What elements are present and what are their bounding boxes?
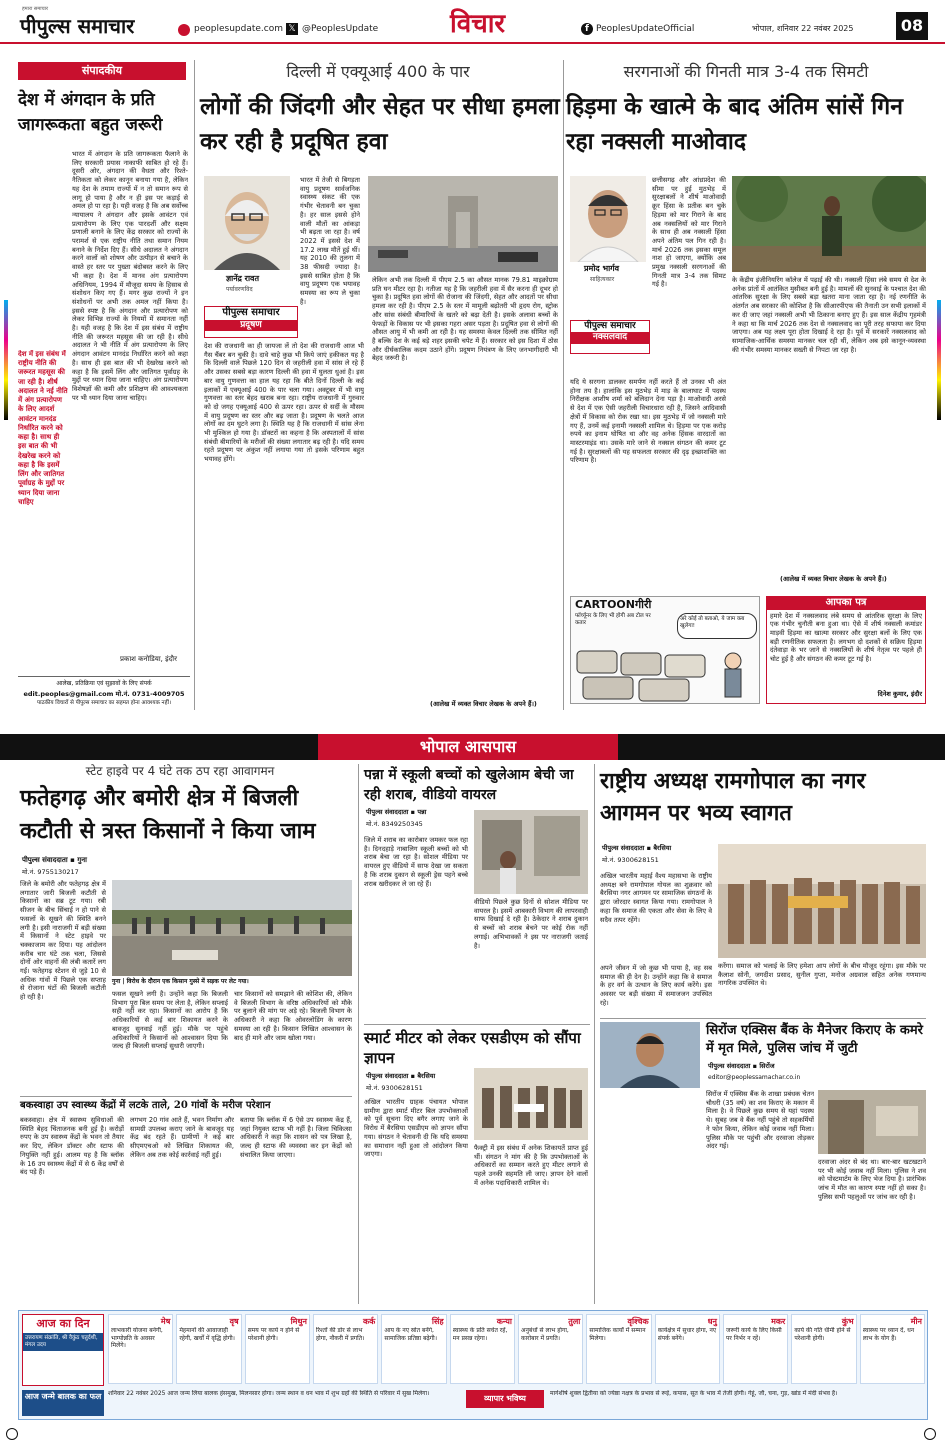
color-bar — [937, 300, 941, 420]
naxal-jungle-photo — [732, 176, 926, 272]
zodiac-prediction: समय पर कार्य न होने से परेशानी होगी। — [247, 1327, 300, 1342]
zodiac-cell — [245, 1314, 310, 1384]
zodiac-cell — [313, 1314, 378, 1384]
zodiac-cell — [655, 1314, 720, 1384]
liquor-dateline: पीपुल्स संवाददाता ▪ पन्ना — [366, 808, 427, 816]
zodiac-prediction: सामाजिक कार्यों में सम्मान मिलेगा। — [589, 1327, 646, 1342]
globe-icon — [178, 24, 190, 36]
farmers-mobile: मो.नं. 9755130217 — [22, 868, 79, 876]
zodiac-sign-name: मकर — [771, 1317, 786, 1326]
aaj-ka-din-label: आज का दिन — [36, 1317, 90, 1330]
zodiac-prediction: मेहमानों की आवाजाही रहेगी, खर्चों में वृद्धि होगी। — [179, 1327, 235, 1342]
letters-box — [766, 596, 926, 704]
bank-email: editor@peoplessamachar.co.in — [708, 1074, 801, 1081]
facebook-handle[interactable]: PeoplesUpdateOfficial — [596, 24, 695, 34]
cartoon-drawing — [573, 641, 759, 703]
meter-headline: स्मार्ट मीटर को लेकर एसडीएम को सौंपा ज्ञापन — [364, 1029, 581, 1068]
dateline-reporter: पीपुल्स संवाददाता — [602, 844, 645, 852]
column-rule — [563, 60, 564, 710]
logo-tagline: हमारा समाचार — [22, 6, 49, 12]
editorial-pullquote: देश में इस संबंध में राष्ट्रीय नीति की जरूरत महसूस की जा रही है। शीर्ष अदालत ने नई नीति में अंग प्रत्यारोपण के लिए आदर्श आवंटन मानदंड निर्धारित करने को कहा है। साथ ही इस बात की भी देखरेख करने को कहा है कि इसमें लिंग और जातिगत पूर्वाग्रह के मुद्दों पर ध्यान दिया जाना चाहिए — [18, 350, 68, 506]
tag-logo: पीपुल्स समाचार — [222, 307, 280, 318]
zodiac-prediction: जरूरी कार्य के लिए किसी पर निर्भर न रहें। — [726, 1327, 782, 1342]
meter-col-1: अखिल भारतीय ग्राहक पंचायत भोपाल ग्रामीण द्वारा स्मार्ट मीटर बिल उपभोक्ताओं को पूर्व सूचना दिए बगैर लगाए जाने के विरोध में बैरसिया एसडीएम को ज्ञापन सौंपा गया। संगठन ने चेतावनी दी कि यदि समस्या का समाधान नहीं हुआ तो आंदोलन किया जाएगा। — [364, 1098, 468, 1159]
masthead — [0, 0, 945, 44]
zodiac-sign-name: कन्या — [496, 1317, 512, 1326]
dateline-place: पन्ना — [417, 808, 427, 816]
delhi-col-1: भारत में तेजी से बिगड़ता वायु प्रदूषण सार्वजनिक स्वास्थ्य संकट की एक गंभीर चेतावनी बन चुका है। हर साल इससे होने वाली मौतों का आंकड़ा भी बढ़ता जा रहा है। वर्ष 2022 में इससे देश में 17.2 लाख मौतें हुई थीं। यह 2010 की तुलना में 38 फीसदी ज्यादा है। इससे साबित होता है कि वायु प्रदूषण एक भयावह समस्या का रूप ले चुका है। — [300, 176, 360, 306]
author-photo-rawat — [204, 176, 290, 270]
vyapar-text: मार्गशीर्ष शुक्ल द्वितीया को ज्येष्ठा नक्षत्र के प्रभाव से रूई, कपास, सूत के भाव में तेजी होगी। गेहूं, जौ, चना, गुड़, खांड में मंदी संभव है। — [550, 1390, 838, 1397]
zodiac-sign-name: मिथुन — [290, 1317, 307, 1326]
zodiac-sign-name: सिंह — [431, 1317, 444, 1326]
delhi-headline: लोगों की जिंदगी और सेहत पर सीधा हमला कर रही है प्रदूषित हवा — [200, 93, 560, 155]
zodiac-sign-name: वृष — [229, 1317, 239, 1326]
tag-label: प्रदूषण — [205, 320, 297, 331]
cartoon-label: CARTOONगीरी — [575, 598, 652, 611]
zodiac-cell — [860, 1314, 925, 1384]
section-band-title: भोपाल आसपास — [318, 734, 618, 760]
bank-col-2: दरवाजा अंदर से बंद था। बार-बार खटखटाने पर भी कोई जवाब नहीं मिला। पुलिस ने शव को पोस्टमार्टम के लिए भेज दिया है। प्रारंभिक जांच में मौत का कारण स्पष्ट नहीं हो सका है। पुलिस सभी पहलुओं पर जांच कर रही है। — [818, 1158, 926, 1201]
naxal-topic-tag — [570, 320, 650, 354]
divider — [364, 1024, 590, 1025]
tag-label: नक्सलवाद — [571, 332, 649, 343]
zodiac-cell — [176, 1314, 241, 1384]
zodiac-prediction: स्वास्थ्य के प्रति सचेत रहें, मन प्रसन्न रहेगा। — [452, 1327, 508, 1342]
contact-line-3: पाठकीय विचारों से पीपुल्स समाचार का सहमत होना आवश्यक नहीं। — [36, 700, 172, 706]
health-headline: बकस्वाहा उप स्वास्थ्य केंद्रों में लटके ताले, 20 गांवों के मरीज परेशान — [20, 1100, 271, 1111]
zodiac-grid — [108, 1314, 928, 1384]
cartoon-speech-bubble: अरे कोई तो बताओ, ये जाम कब खुलेगा! — [677, 613, 757, 639]
delhi-author-role: पर्यावरणविद — [226, 286, 253, 293]
dateline-reporter: पीपुल्स संवाददाता — [366, 1072, 409, 1080]
editorial-body: भारत में अंगदान के प्रति जागरूकता फैलाने के लिए सरकारी प्रयास नाकाफी साबित हो रहे हैं। दूसरी ओर, अंगदान की वैधता और रिश्ते-नैतिकता को लेकर कानून बनाया गया है, लेकिन यह देश के तमाम राज्यों में न तो समान रूप से लागू हो पाया है और न ही इस पर कड़ाई से अमल हो पा रहा है। यही वजह है कि अब सर्वोच्च न्यायालय ने अंगदान और इसके आवंटन एवं प्रत्यारोपण के लिए एक पारदर्शी और सक्षम प्रणाली बनाने के लिए केंद्र सरकार को राज्यों के परामर्श से एक राष्ट्रीय नीति तथा समान नियम बनाने के निर्देश दिए हैं। सीधे अदालत ने अंगदान करने वालों को शोषण और उत्पीड़न से बचाने के वास्ते हर स्तर पर पुख्ता बंदोबस्त करने के लिए भी कहा है। देश में मानव अंग प्रत्यारोपण अधिनियम, 1994 में मौजूदा समय के हिसाब से संशोधन किए गए हैं। मगर कुछ राज्यों ने इन संशोधनों पर अभी तक अमल नहीं किया है। इससे स्पष्ट है कि अंगदान और प्रत्यारोपण को लेकर विभिन्न राज्यों के नियमों में समानता नहीं है। यही वजह है कि देश में इस संबंध में राष्ट्रीय नीति की जरूरत महसूस की जा रही है। सीधे अदालत ने भी नीति में अंग प्रत्यारोपण के लिए अंगदान आवंटन मानदंड निर्धारित करने को कहा है। साथ ही इस बात की भी देखरेख करने को कहा है कि इसमें लिंग और जातिगत पूर्वाग्रह के मुद्दों पर ध्यान दिया जाना चाहिए। अंग प्रत्यारोपण विशेषज्ञों की कमी और प्रशिक्षण की आवश्यकता पर भी ध्यान दिया जाना चाहिए। — [72, 150, 188, 402]
letter-credit: प्रकाश कनोडिया, इंदौर — [120, 655, 177, 663]
dateline-place: गुना — [77, 856, 87, 864]
letters-label: आपका पत्र — [767, 597, 925, 610]
delhi-kicker: दिल्ली में एक्यूआई 400 के पार — [286, 62, 470, 81]
facebook-icon: f — [581, 23, 593, 35]
color-bar — [4, 300, 8, 420]
health-col-3: बताया कि ब्लॉक में 6 ऐसे उप स्वास्थ्य केंद्र हैं, जहां नियुक्त स्टाफ भी नहीं है। जिला चिकित्सा अधिकारी ने कहा कि शासन को पत्र लिखा है, जल्द ही स्टाफ की व्यवस्था कर इन केंद्रों को संचालित किया जाएगा। — [240, 1116, 352, 1159]
zodiac-cell — [518, 1314, 583, 1384]
naxal-col-right: के केंद्रीय इंजीनियरिंग कॉलेज में पढ़ाई की थी। नक्सली हिंसा लंबे समय से देश के अनेक प्रांतों में आतंकित मुसीबत बनी हुई है। मामलों की सुनवाई के पश्चात देश की आंतरिक सुरक्षा के लिए सबसे बड़ा खतरा माना जाता रहा है। नई रणनीति के अंतर्गत अब सरकार की कोशिश है कि सीआरपीएफ की तैनाती उन सभी इलाकों में कर दी जाए जहां नक्सली अभी भी ठिकाना बनाए हुए हैं। इस साल केंद्रीय गृहमंत्री ने कहा था कि मार्च 2026 तक देश से नक्सलवाद का पूरी तरह सफाया कर दिया जाएगा। अब यह लक्ष्य पूरा होता दिखाई दे रहा है। पूर्व में सरकारें नक्सलवाद को सामाजिक-आर्थिक समस्या मानकर चल रही थीं, लेकिन अब इसे कानून-व्यवस्था की गंभीर समस्या मानकर सख्ती से निपटा जा रहा है। — [732, 276, 926, 354]
liquor-headline: पन्ना में स्कूली बच्चों को खुलेआम बेची जा रही शराब, वीडियो वायरल — [364, 767, 574, 803]
cartoon-caption-left: फॉर्च्यूनर के लिए भी होगी अब टोल पर कतार — [575, 613, 651, 626]
divider — [600, 1018, 926, 1019]
zodiac-cell — [108, 1314, 173, 1384]
naxal-author: प्रमोद भार्गव — [584, 264, 620, 273]
zodiac-sign-name: तुला — [568, 1317, 581, 1326]
dateline-place: सिरोंज — [759, 1062, 775, 1070]
festival-note: उत्तरायण संक्रांति, श्री वैकुंठ चतुर्दशी, मंगल उदय — [23, 1333, 103, 1351]
welcome-col-right: करेंगा। समाज को भलाई के लिए हमेशा आप लोगों के बीच मौजूद रहूंगा। इस मौके पर कैलाश सोनी, जगदीश प्रसाद, सुनील गुप्ता, मनोज अग्रवाल सहित अनेक गणमान्य नागरिक उपस्थित थे। — [718, 962, 926, 988]
naxal-headline: हिड़मा के खात्मे के बाद अंतिम सांसें गिन रहा नक्सली माओवाद — [566, 93, 903, 155]
column-rule — [358, 764, 359, 1304]
website-link[interactable]: peoplesupdate.com — [194, 24, 283, 34]
divider — [18, 676, 190, 677]
dateline-place: बैरसिया — [653, 844, 672, 852]
vyapar-label: व्यापार भविष्य — [466, 1390, 544, 1408]
zodiac-cell — [450, 1314, 515, 1384]
farmers-kicker: स्टेट हाइवे पर 4 घंटे तक ठप रहा आवागमन — [85, 764, 275, 778]
welcome-photo — [718, 844, 926, 958]
aaj-ka-din-box — [22, 1314, 104, 1386]
birthday-label: आज जन्मे बालक का फल — [22, 1390, 104, 1416]
bank-dateline: पीपुल्स संवाददाता ▪ सिरोंज — [708, 1062, 775, 1070]
welcome-col-1: अखिल भारतीय महाई वैश्य महासभा के राष्ट्रीय अध्यक्ष बने रामगोपाल गोयल का शुक्रवार को बैरसिया नगर आगमन पर सामाजिक संगठनों के द्वारा जोरदार स्वागत किया गया। रामगोपाल ने कहा कि समाज की एकता और सेवा के लिए वे सदैव तत्पर रहेंगे। — [600, 872, 712, 924]
meter-mobile: मो.नं. 9300628151 — [366, 1084, 423, 1092]
zodiac-prediction: कार्यक्षेत्र में सुधार होगा, नए संपर्क बनेंगे। — [657, 1327, 717, 1342]
delhi-disclaimer: (आलेख में व्यक्त विचार लेखक के अपने हैं।) — [430, 700, 537, 708]
liquor-col-1: जिले में शराब का कारोबार जमकर फल रहा है। दिनदहाड़े नाबालिग स्कूली बच्चों को भी शराब बेचा जा रहा है। सोशल मीडिया पर वायरल हुए वीडियो में साफ देखा जा सकता है कि शराब दुकान से स्कूली ड्रेस पहने बच्चे शराब खरीदकर ले जा रहे हैं। — [364, 836, 468, 888]
farmers-protest-photo — [112, 880, 352, 976]
author-photo-bhargav — [570, 176, 646, 262]
farmers-col-1: जिले के बमोरी और फतेहगढ़ क्षेत्र में लगातार जारी बिजली कटौती से किसानों का सब्र टूट गया। रबी सीजन के बीच सिंचाई न हो पाने से फसलों के सूखने की स्थिति बनने लगी है। इसी नाराजगी में बड़ी संख्या में किसानों ने स्टेट हाइवे पर चक्काजाम कर दिया। यह आंदोलन करीब चार घंटे तक चला, जिससे दोनों ओर वाहनों की लंबी कतारें लग गईं। फतेहगढ़ स्टेशन से जुड़े 10 से अधिक गांवों में पिछले एक सप्ताह से रोजाना घंटों की बिजली कटौती हो रही है। — [20, 880, 106, 1002]
delhi-topic-tag — [204, 306, 298, 338]
editorial-headline: देश में अंगदान के प्रति जागरूकता बहुत जरूरी — [18, 90, 163, 135]
zodiac-prediction: लाभकारी योजना बनेगी, भाग्योन्नति के अवसर मिलेंगे। — [111, 1327, 163, 1349]
zodiac-cell — [723, 1314, 788, 1384]
letters-credit: दिनेश कुमार, इंदौर — [877, 689, 922, 698]
zodiac-cell — [586, 1314, 651, 1384]
letters-body: हमारे देश में नक्सलवाद लंबे समय से आंतरिक सुरक्षा के लिए एक गंभीर चुनौती बना हुआ था। ऐसे में शीर्ष नक्सली कमांडर माड़वी हिड़मा का खात्मा सरकार और सुरक्षा बलों के लिए एक बड़ी रणनीतिक सफलता है। लगभग दो दशकों से सक्रिय हिड़मा दंतेवाड़ा के भर जाने से नक्सलियों के शीर्ष नेतृत्व पर पहले ही चोट हुई है और संगठन की कमर टूट गई है। — [770, 611, 922, 664]
liquor-col-2: वीडियो पिछले कुछ दिनों से सोशल मीडिया पर वायरल है। इसमें आबकारी विभाग की लापरवाही साफ दिखाई दे रही है। ठेकेदार ने शराब दुकान से बच्चों को शराब बेचने पर कोई रोक नहीं लगाई। अभिभावकों ने इस पर नाराजगी जताई है। — [474, 898, 588, 950]
zodiac-sign-name: कुंभ — [841, 1317, 854, 1326]
zodiac-prediction: अनुबंधों से लाभ होगा, कारोबार में प्रगति। — [521, 1327, 569, 1342]
health-col-1: बकस्वाहा। क्षेत्र में स्वास्थ्य सुविधाओं की स्थिति बेहद चिंताजनक बनी हुई है। करोड़ों रुपए के उप स्वास्थ्य केंद्रों के भवन तो तैयार कर दिए, लेकिन डॉक्टर और स्टाफ की नियुक्ति नहीं हुई। आलम यह है कि ब्लॉक के 16 उप स्वास्थ्य केंद्रों में से 6 केंद्र वर्षों से बंद पड़े हैं। — [20, 1116, 124, 1177]
welcome-mobile: मो.नं. 9300628151 — [602, 856, 659, 864]
delhi-author: ज्ञानेंद्र रावत — [226, 274, 260, 283]
farmers-headline: फतेहगढ़ और बमोरी क्षेत्र में बिजली कटौती से त्रस्त किसानों ने किया जाम — [20, 785, 316, 844]
contact-line-2: edit.peoples@gmail.com मो.नं. 0731-4009705 — [23, 690, 185, 698]
liquor-mobile: मो.नं. 8349250345 — [366, 820, 423, 828]
zodiac-sign-name: मीन — [910, 1317, 922, 1326]
farmers-col-3: चार किसानों को समझाने की कोशिश की, लेकिन वे बिजली विभाग के वरिष्ठ अधिकारियों को मौके पर बुलाने की मांग पर अड़े रहे। बिजली विभाग के अधिकारी ने कहा कि ओवरलोडिंग के कारण समस्या आ रही है। किसान लिखित आश्वासन के बाद ही माने और जाम खोला गया। — [234, 990, 352, 1042]
zodiac-sign-name: धनु — [707, 1317, 717, 1326]
farmers-dateline: पीपुल्स संवाददाता ▪ गुना — [22, 856, 87, 864]
paper-logo: पीपुल्स समाचार — [20, 14, 135, 38]
section-title: विचार — [450, 9, 506, 39]
tag-logo: पीपुल्स समाचार — [584, 321, 636, 331]
bank-manager-photo — [600, 1022, 700, 1088]
bank-scene-photo — [818, 1090, 926, 1154]
dateline-reporter: पीपुल्स संवाददाता — [22, 856, 68, 864]
health-col-2: लगभग 20 गांव आते हैं, भवन निर्माण और सामग्री उपलब्ध कराए जाने के बावजूद यह केंद्र बंद रहते हैं। ग्रामीणों ने कई बार सीएमएचओ को लिखित शिकायत की, लेकिन अब तक कोई कार्रवाई नहीं हुई। — [130, 1116, 234, 1159]
naxal-author-role: साहित्यकार — [590, 276, 615, 283]
meter-col-2: फैक्ट्री में इस संबंध में अनेक शिकायतें प्राप्त हुई थीं। संगठन ने मांग की है कि उपभोक्ताओं के अधिकारों का सम्मान करते हुए मीटर लगाने से पहले उनकी सहमति ली जाए। ज्ञापन देने वालों में अनेक पदाधिकारी शामिल थे। — [474, 1144, 588, 1187]
naxal-kicker: सरगनाओं की गिनती मात्र 3-4 तक सिमटी — [623, 62, 869, 81]
dateline-place: बैरसिया — [417, 1072, 436, 1080]
naxal-intro: छत्तीसगढ़ और आंध्रप्रदेश की सीमा पर हुई मुठभेड़ में सुरक्षाबलों ने शीर्ष माओवादी क्रूर हिंसा के प्रतीक बन चुके हिड़मा को मार गिराने के बाद अब नक्सलियों को मार गिराने के साथ ही अब नक्सली हिंसा अपने अंतिम पल गिन रही है। मार्च 2026 तक इसका समूल नाश हो जाएगा, क्योंकि अब प्रमुख नक्सली सरगनाओं की गिनती मात्र 3-4 तक सिमट गई है। — [652, 176, 726, 289]
meter-dateline: पीपुल्स संवाददाता ▪ बैरसिया — [366, 1072, 436, 1080]
bank-col-1: सिरोंज में एक्सिस बैंक के शाखा प्रबंधक चेतन चौधरी (35 वर्ष) का शव किराए के मकान में मिला है। वे पिछले कुछ समय से यहां पदस्थ थे। सुबह जब वे बैंक नहीं पहुंचे तो सहकर्मियों ने फोन किया, लेकिन कोई जवाब नहीं मिला। पुलिस मौके पर पहुंची और दरवाजा तोड़कर अंदर गई। — [706, 1090, 814, 1151]
liquor-video-photo — [474, 810, 588, 894]
zodiac-sign-name: कर्क — [363, 1317, 376, 1326]
zodiac-prediction: कार्य की गति धीमी होने से परेशानी होगी। — [794, 1327, 851, 1342]
zodiac-sign-name: वृश्चिक — [627, 1317, 649, 1326]
page-number: 08 — [896, 12, 928, 40]
delhi-body: देश की राजधानी का ही जायजा लें तो देश की राजधानी आज भी गैस चैंबर बन चुकी है। दावे चाहे कुछ भी किये जाएं हकीकत यह है कि दिल्ली वाले पिछले 120 दिन से जहरीली हवा में सांस ले रहे हैं और उसका सबसे बड़ा कारण दिल्ली की हवा में घुलता धुआं है। इस बार वायु गुणवत्ता का हाल यह रहा कि बीते दिनों दिल्ली के कई इलाकों में एक्यूआई 400 के पार चला गया। अक्टूबर में भी वायु गुणवत्ता का स्तर बेहद खराब बना रहा। राष्ट्रीय राजधानी में गुरुवार को दो जगह एक्यूआई 400 से ऊपर रहा। ऊपर से सर्दी के मौसम में वायु प्रदूषण का स्तर और बढ़ जाता है। प्रदूषण के चलते आज लोगों का दम घुटने लगा है। स्थिति यह है कि राजधानी में सांस लेना भी मुश्किल हो गया है। डॉक्टरों का कहना है कि अस्पतालों में सांस संबंधी बीमारियों के मरीजों की संख्या लगातार बढ़ रही है। यदि समय रहते प्रदूषण पर अंकुश नहीं लगाया गया तो इसके परिणाम बहुत भयावह होंगे। — [204, 342, 364, 464]
bank-headline: सिरोंज एक्सिस बैंक के मैनेजर किराए के कमरे में मृत मिले, पुलिस जांच में जुटी — [706, 1023, 923, 1056]
welcome-dateline: पीपुल्स संवाददाता ▪ बैरसिया — [602, 844, 672, 852]
farmers-col-2: फसल सूखने लगी है। उन्होंने कहा कि बिजली विभाग पूरा बिल समय पर लेता है, लेकिन सप्लाई सही नहीं कर रहा। किसानों का आरोप है कि अधिकारियों से कई बार शिकायत करने के बावजूद सुनवाई नहीं हुई। मौके पर पहुंचे अधिकारियों ने किसानों को आश्वासन दिया कि जल्द ही बिजली सप्लाई सुधारी जाएगी। — [112, 990, 228, 1051]
column-rule — [594, 764, 595, 1304]
column-rule — [194, 60, 195, 710]
x-handle[interactable]: @PeoplesUpdate — [302, 24, 379, 34]
zodiac-prediction: रिश्तों की डोर से लाभ होगा, नौकरी में प्रगति। — [316, 1327, 365, 1342]
birthday-text: शनिवार 22 नवंबर 2025 आज जन्म लिया बालक हंसमुख, मिलनसार होगा। जन्म स्थान व धन भाव में शुभ ग्रहों की स्थिति से परिवार में सुख मिलेगा। — [108, 1390, 430, 1397]
registration-mark — [924, 1428, 936, 1440]
meter-memorandum-photo — [474, 1068, 588, 1140]
naxal-body: यदि ये सरगना डालकर समर्पण नहीं करते हैं तो उनका भी अंत होना तय है। हालांकि इस मुठभेड़ में माड़ के बालाघाट में पदस्थ निरीक्षक आशीष शर्मा को बलिदान देना पड़ा है। माओवादी अरसे से देश में एक ऐसी जहरीली विचारधारा रही है, जिसने आदिवासी क्षेत्रों में विकास को रोक रखा था। इस मुठभेड़ में जो नक्सली मारे गए हैं, उनमें कई इनामी नक्सली शामिल थे। हिड़मा पर एक करोड़ रुपये का इनाम घोषित था और वह अनेक हिंसक वारदातों का मास्टरमाइंड था। उसके मारे जाने से नक्सल संगठन की कमर टूट गई है। सुरक्षाबलों की यह सफलता सरकार की दृढ़ इच्छाशक्ति का परिणाम है। — [570, 378, 726, 465]
cartoon-box — [570, 596, 760, 704]
welcome-col-2: अपने जीवन में जो कुछ भी पाया है, वह सब समाज की ही देन है। उन्होंने कहा कि वे समाज के हर वर्ग के उत्थान के लिए कार्य करेंगे। इस अवसर पर बड़ी संख्या में समाजजन उपस्थित रहे। — [600, 964, 712, 1007]
contact-line-1: आलेख, प्रतिक्रिया एवं सुझावों के लिए संपर्क — [56, 680, 152, 687]
zodiac-prediction: स्वास्थ्य पर ध्यान दें, धन लाभ के योग हैं। — [862, 1327, 915, 1342]
delhi-smog-photo — [368, 176, 558, 272]
zodiac-sign-name: मेष — [160, 1317, 171, 1326]
editorial-label: संपादकीय — [18, 62, 186, 80]
zodiac-cell — [791, 1314, 856, 1384]
naxal-disclaimer: (आलेख में व्यक्त विचार लेखक के अपने हैं।) — [780, 575, 887, 583]
dateline: भोपाल, शनिवार 22 नवंबर 2025 — [752, 24, 854, 33]
dateline-reporter: पीपुल्स संवाददाता — [366, 808, 409, 816]
zodiac-prediction: आय के नए स्रोत बनेंगे, सामाजिक प्रतिष्ठा बढ़ेगी। — [384, 1327, 437, 1342]
divider — [20, 1096, 352, 1097]
delhi-col-right: लेकिन अभी तक दिल्ली में पीएम 2.5 का औसत मानक 79.81 माइक्रोग्राम प्रति घन मीटर रहा है। नतीजा यह है कि जहरीली हवा में सैर करना ही दूभर हो चुका है। प्रदूषित हवा लोगों की रोजाना की जिंदगी, सेहत और आदतों पर सीधा हमला कर रही है। पीएम 2.5 के स्तर में मामूली बढ़ोतरी भी हृदय रोग, स्ट्रोक और सांस संबंधी बीमारियों के खतरे को बढ़ा देती है। इसके अलावा बच्चों के फेफड़ों के विकास पर भी इसका गहरा असर पड़ता है। प्रदूषित हवा से लोगों की औसत आयु में भी कमी आ रही है। यह समस्या केवल दिल्ली तक सीमित नहीं है बल्कि देश के कई बड़े शहर इसकी चपेट में हैं। सरकार को इस दिशा में ठोस और दीर्घकालिक कदम उठाने होंगे। प्रदूषण नियंत्रण के लिए जनभागीदारी भी बेहद जरूरी है। — [372, 276, 558, 363]
farmers-photo-caption: गुना | विरोध के दौरान एक किसान गुस्से में सड़क पर लेट गया। — [112, 978, 249, 985]
registration-mark — [6, 1428, 18, 1440]
dateline-reporter: पीपुल्स संवाददाता — [708, 1062, 751, 1070]
zodiac-cell — [381, 1314, 446, 1384]
x-icon: 𝕏 — [286, 23, 298, 35]
welcome-headline: राष्ट्रीय अध्यक्ष रामगोपाल का नगर आगमन पर भव्य स्वागत — [600, 768, 866, 826]
